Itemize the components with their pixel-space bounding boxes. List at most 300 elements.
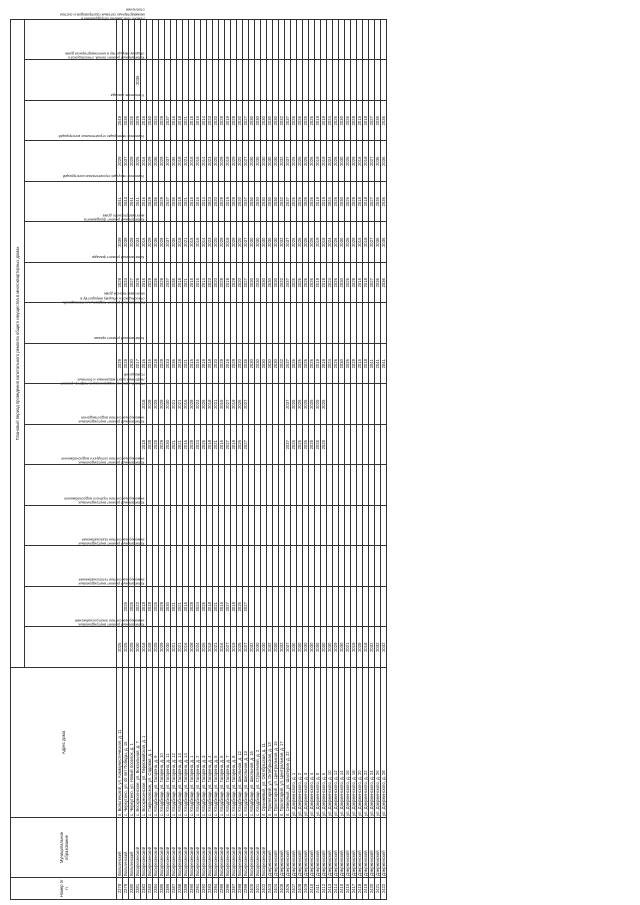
row-year-cell: 2024 [195, 384, 201, 425]
row-year-cell: 2027 [369, 182, 375, 223]
row-number: 2384 [153, 878, 159, 900]
row-year-cell: 2036 [381, 101, 387, 142]
row-year-cell: 2016 [141, 101, 147, 142]
row-year-cell: 2030 [255, 101, 261, 142]
row-year-cell: 2037 [165, 263, 171, 304]
row-year-cell: 2018 [153, 344, 159, 385]
row-year-cell: 2037 [285, 425, 291, 466]
row-year-cell: 2018 [177, 263, 183, 304]
row-year-cell: 2025 [129, 627, 135, 668]
row-year-cell: 2026 [297, 344, 303, 385]
row-year-cell: 2041 [129, 182, 135, 223]
row-address: с. Кладбище, ул. Школьная, д. 13 [243, 668, 249, 818]
row-address: с. Кладбище, ул. Гагарина, д. 13 [177, 668, 183, 818]
row-year-cell: 2043 [123, 182, 129, 223]
row-year-cell: 2015 [189, 101, 195, 142]
table-row [381, 19, 387, 899]
row-number: 2415 [339, 878, 345, 900]
row-year-cell [381, 303, 387, 344]
row-year-cell: 2030 [249, 344, 255, 385]
row-year-cell: 2016 [141, 222, 147, 263]
row-municipality: Дзержинский [363, 818, 369, 878]
row-year-cell: 2026 [309, 101, 315, 142]
row-year-cell: 2030 [297, 627, 303, 668]
row-year-cell: 2029 [351, 222, 357, 263]
row-year-cell: 2025 [291, 425, 297, 466]
row-year-cell: 2020 [213, 222, 219, 263]
row-year-cell: 2030 [339, 263, 345, 304]
row-year-cell: 2025 [123, 587, 129, 628]
row-year-cell: 2026 [345, 141, 351, 182]
row-number: 2391 [195, 878, 201, 900]
row-year-cell: 2030 [261, 182, 267, 223]
row-year-cell: 2026 [291, 141, 297, 182]
row-year-cell: 2025 [153, 425, 159, 466]
row-year-cell: 2026 [303, 222, 309, 263]
row-number: 2388 [177, 878, 183, 900]
row-address: ул. Дзержинского, д. 3 [303, 668, 309, 818]
row-municipality: Дзержинский [327, 818, 333, 878]
row-year-cell: 2016 [195, 263, 201, 304]
row-year-cell: 2026 [291, 344, 297, 385]
row-year-cell: 2029 [147, 182, 153, 223]
row-year-cell: 2016 [195, 101, 201, 142]
row-year-cell: 2018 [141, 587, 147, 628]
row-year-cell: 2027 [243, 141, 249, 182]
row-year-cell: 2036 [171, 182, 177, 223]
row-year-cell: 2021 [183, 141, 189, 182]
row-year-cell: 2029 [159, 182, 165, 223]
row-year-cell: 2026 [333, 263, 339, 304]
row-address: ул. Дзержинского, д. 14 [339, 668, 345, 818]
row-year-cell: 2030 [255, 141, 261, 182]
row-year-cell: 2019 [321, 182, 327, 223]
row-year-cell: 2037 [285, 384, 291, 425]
row-year-cell: 2030 [135, 627, 141, 668]
table-title: Плановый период проведения капитального ремонта общего имущества в многоквартирных домах [11, 19, 25, 667]
col-work-type-label: Капитальный ремонт внутридомовых инженерных систем холодного водоснабжения [61, 456, 145, 465]
row-year-cell: 2025 [321, 425, 327, 466]
row-year-cell: 2016 [183, 627, 189, 668]
row-year-cell: 2021 [171, 627, 177, 668]
row-number: 2406 [285, 878, 291, 900]
row-municipality: Воскресенский [219, 818, 225, 878]
col-work-type-label: Усиление ненесущих строительных конструкций [58, 134, 145, 139]
row-year-cell: 2030 [303, 627, 309, 668]
row-year-cell: 2029 [219, 101, 225, 142]
row-number: 2397 [231, 878, 237, 900]
row-year-cell: 2024 [153, 101, 159, 142]
row-address: с. Черкутино, ул. 40 лет Победы, д. 15 [123, 668, 129, 818]
row-municipality: Дзержинский [351, 818, 357, 878]
row-year-cell: 2021 [177, 384, 183, 425]
row-municipality: Воскресенский [213, 818, 219, 878]
col-work-type-label: Капитальный ремонт печей, относящихся к общему имуществу в многоквартирном доме [65, 51, 145, 60]
row-year-cell: 2030 [273, 101, 279, 142]
row-number: 2393 [207, 878, 213, 900]
row-year-cell: 2030 [129, 344, 135, 385]
col-work-type-label: Капитальный ремонт фундамента многоквартирного дома [84, 213, 145, 222]
row-year-cell: 2028 [189, 627, 195, 668]
row-number: 2378 [117, 878, 123, 900]
row-year-cell: 2035 [123, 101, 129, 142]
row-year-cell: 2036 [375, 263, 381, 304]
row-year-cell: 2023 [207, 101, 213, 142]
row-year-cell: 2030 [321, 627, 327, 668]
row-year-cell: 2020 [237, 263, 243, 304]
row-year-cell: 2037 [285, 344, 291, 385]
row-year-cell: 2021 [213, 425, 219, 466]
row-year-cell: 2030 [165, 384, 171, 425]
row-year-cell: 2030 [147, 101, 153, 142]
row-year-cell: 2037 [285, 101, 291, 142]
row-year-cell: 2029 [351, 182, 357, 223]
row-year-cell: 2020 [213, 141, 219, 182]
row-year-cell: 2027 [369, 141, 375, 182]
row-year-cell: 2030 [339, 222, 345, 263]
row-year-cell: 2026 [237, 425, 243, 466]
row-year-cell: 2032 [267, 627, 273, 668]
row-municipality: Дзержинский [309, 818, 315, 878]
row-number: 2398 [237, 878, 243, 900]
row-year-cell: 2025 [315, 425, 321, 466]
row-year-cell: 2024 [327, 222, 333, 263]
row-year-cell: 2026 [333, 101, 339, 142]
col-work-type-label: Ремонт, замена, модернизация лифтов, ремонт лифтовых шахт, машинных и блочных помещений [60, 372, 145, 386]
row-number: 2385 [159, 878, 165, 900]
row-municipality: Дзержинский [345, 818, 351, 878]
row-year-cell: 2029 [159, 587, 165, 628]
row-year-cell: 2036 [171, 263, 177, 304]
row-year-cell: 2018 [207, 344, 213, 385]
row-year-cell: 2023 [207, 182, 213, 223]
row-year-cell [381, 546, 387, 587]
row-year-cell: 2030 [261, 101, 267, 142]
row-number: 2381 [135, 878, 141, 900]
row-address: ул. Дзержинского, д. 26 [375, 668, 381, 818]
row-year-cell: 2025 [153, 384, 159, 425]
row-year-cell: 2018 [207, 384, 213, 425]
row-year-cell: 2032 [249, 627, 255, 668]
row-year-cell: 2026 [297, 182, 303, 223]
row-year-cell: 2015 [357, 344, 363, 385]
row-year-cell: 2019 [351, 627, 357, 668]
row-year-cell: 2028 [189, 587, 195, 628]
row-number: 2412 [321, 878, 327, 900]
row-year-cell: 2018 [141, 425, 147, 466]
row-municipality: Воскресенский [165, 818, 171, 878]
row-year-cell: 2030 [273, 141, 279, 182]
row-year-cell: 2022 [135, 587, 141, 628]
row-year-cell: 2029 [351, 263, 357, 304]
row-year-cell: 2030 [165, 425, 171, 466]
row-municipality: Воскресенский [141, 818, 147, 878]
row-year-cell: 2028 [147, 425, 153, 466]
row-year-cell: 2019 [231, 627, 237, 668]
row-municipality: Воскресенский [147, 818, 153, 878]
row-year-cell: 2036 [381, 141, 387, 182]
row-year-cell: 2029 [351, 344, 357, 385]
row-year-cell: 2029 [159, 222, 165, 263]
row-year-cell: 2016 [141, 263, 147, 304]
row-municipality: Дзержинский [339, 818, 345, 878]
row-year-cell: 2029 [351, 141, 357, 182]
row-year-cell: 2025 [315, 384, 321, 425]
row-year-cell: 2028 [189, 425, 195, 466]
row-address: ул. Дзержинского, д. 18 [351, 668, 357, 818]
row-year-cell: 2021 [345, 627, 351, 668]
row-year-cell: 2016 [195, 222, 201, 263]
row-year-cell: 2032 [369, 627, 375, 668]
row-year-cell: 2025 [153, 627, 159, 668]
row-year-cell: 2026 [345, 222, 351, 263]
row-year-cell: 2019 [225, 222, 231, 263]
row-year-cell: 2029 [219, 182, 225, 223]
row-year-cell: 2024 [327, 263, 333, 304]
row-year-cell: 2026 [345, 182, 351, 223]
row-year-cell: 2036 [381, 182, 387, 223]
row-year-cell: 2029 [159, 263, 165, 304]
row-year-cell: 2036 [375, 141, 381, 182]
row-year-cell: 2026 [237, 627, 243, 668]
row-year-cell: 2026 [309, 344, 315, 385]
row-year-cell: 2026 [303, 101, 309, 142]
row-year-cell: 2036 [375, 182, 381, 223]
row-year-cell: 2032 [279, 182, 285, 223]
row-year-cell: 2025 [129, 101, 135, 142]
row-number: 2421 [375, 878, 381, 900]
row-year-cell: 2025 [129, 587, 135, 628]
row-year-cell: 2017 [135, 344, 141, 385]
row-year-cell: 2029 [231, 101, 237, 142]
row-year-cell: 2029 [123, 344, 129, 385]
row-year-cell: 2018 [177, 101, 183, 142]
row-year-cell: 2016 [195, 141, 201, 182]
row-address: п. Оранжевый, ул. Октябрьская, д. 11 [261, 668, 267, 818]
row-year-cell: 2026 [291, 182, 297, 223]
row-year-cell: 2032 [279, 263, 285, 304]
row-year-cell: 2019 [315, 101, 321, 142]
row-number: 2417 [351, 878, 357, 900]
row-year-cell: 2021 [171, 587, 177, 628]
row-year-cell: 2026 [297, 384, 303, 425]
row-year-cell [381, 19, 387, 60]
row-year-cell: 2029 [117, 141, 123, 182]
row-year-cell: 2020 [213, 344, 219, 385]
row-number: 2399 [243, 878, 249, 900]
row-year-cell: 2029 [147, 263, 153, 304]
row-year-cell: 2019 [225, 101, 231, 142]
row-address: с. Кладбище, ул. Гагарина, д. 7 [225, 668, 231, 818]
row-year-cell: 2025 [117, 627, 123, 668]
row-year-cell: 2019 [231, 425, 237, 466]
row-year-cell: 2015 [357, 101, 363, 142]
row-municipality: Дзержинский [369, 818, 375, 878]
row-number: 2380 [129, 878, 135, 900]
row-year-cell: 2030 [249, 263, 255, 304]
row-year-cell: 2019 [321, 101, 327, 142]
row-year-cell: 2020 [237, 222, 243, 263]
row-year-cell: 2018 [177, 344, 183, 385]
row-municipality: Дзержинский [273, 818, 279, 878]
row-address: ул. Дзержинского, д. 12 [333, 668, 339, 818]
row-year-cell: 2032 [279, 344, 285, 385]
row-municipality: Воскресенский [237, 818, 243, 878]
row-number: 2413 [327, 878, 333, 900]
row-address: п. Северный, ул. Шахтеров, д. 22 [285, 668, 291, 818]
row-address: ул. Дзержинского, д. 2 [297, 668, 303, 818]
row-year-cell: 2019 [225, 182, 231, 223]
row-year-cell: 2030 [267, 141, 273, 182]
row-year-cell: 2016 [141, 141, 147, 182]
row-municipality: Воскресенский [153, 818, 159, 878]
row-year-cell: 2036 [171, 222, 177, 263]
row-year-cell: 2030 [261, 222, 267, 263]
row-year-cell: 2033 [165, 344, 171, 385]
row-number: 2403 [267, 878, 273, 900]
row-year-cell: 2026 [201, 425, 207, 466]
row-year-cell: 2029 [147, 222, 153, 263]
row-year-cell: 2037 [165, 222, 171, 263]
row-municipality: Дзержинский [321, 818, 327, 878]
row-year-cell: 2026 [201, 587, 207, 628]
col-work-type-label: Усиление несущих строительных конструкций [63, 174, 145, 179]
row-year-cell: 2030 [261, 263, 267, 304]
row-year-cell: 2027 [369, 263, 375, 304]
row-municipality: Дзержинский [303, 818, 309, 878]
row-year-cell: 2030 [273, 182, 279, 223]
row-year-cell: 2025 [135, 141, 141, 182]
row-year-cell: 2019 [231, 384, 237, 425]
row-year-cell: 2029 [117, 263, 123, 304]
row-address: с. Кладбище, ул. Школьная, д. 12 [237, 668, 243, 818]
row-municipality: Дзержинский [333, 818, 339, 878]
row-number: 2420 [369, 878, 375, 900]
col-work-type-label: Капитальный ремонт внутридомовых инженерных систем газоснабжения [78, 537, 145, 546]
row-year-cell: 2025 [309, 425, 315, 466]
row-year-cell: 2039 [117, 222, 123, 263]
row-number: 2404 [273, 878, 279, 900]
row-year-cell: 2026 [309, 222, 315, 263]
row-number: 2389 [183, 878, 189, 900]
row-address: с. Воскресенское, ул. Первомайская, д. 1 [141, 668, 147, 818]
row-year-cell: 2032 [279, 101, 285, 142]
row-year-cell: 2029 [231, 263, 237, 304]
row-year-cell: 2030 [273, 344, 279, 385]
row-year-cell: 2026 [303, 182, 309, 223]
row-municipality: Воскресенский [159, 818, 165, 878]
col-work-type-label: Ремонт или замена оборудования и межквартирных сетевых газопроводов и систем отопления [59, 8, 145, 22]
row-year-cell: 2027 [243, 101, 249, 142]
row-address: с. Кладбище, ул. Школьная, д. 16 [249, 668, 255, 818]
row-number: 2411 [315, 878, 321, 900]
row-year-cell: 2023 [207, 141, 213, 182]
row-year-cell: 2036 [153, 182, 159, 223]
row-year-cell: 2014 [201, 182, 207, 223]
row-year-cell: 2026 [291, 222, 297, 263]
row-number: 2400 [249, 878, 255, 900]
row-year-cell: 2036 [375, 222, 381, 263]
row-year-cell: 2020 [237, 344, 243, 385]
row-year-cell: 2027 [243, 627, 249, 668]
row-year-cell: 2021 [213, 627, 219, 668]
row-year-cell: 2029 [219, 222, 225, 263]
row-year-cell: 2030 [255, 182, 261, 223]
row-year-cell: 2029 [159, 101, 165, 142]
row-year-cell: 2016 [171, 101, 177, 142]
row-year-cell: 2027 [243, 587, 249, 628]
row-year-cell: 2030 [249, 141, 255, 182]
row-year-cell: 2021 [183, 222, 189, 263]
row-year-cell: 2030 [255, 627, 261, 668]
row-year-cell: 2036 [381, 263, 387, 304]
row-year-cell: 2015 [357, 141, 363, 182]
row-address: с. Кладбище, ул. Гагарина, д. 2 [195, 668, 201, 818]
row-year-cell: 2020 [213, 101, 219, 142]
row-year-cell: 2041 [369, 344, 375, 385]
row-year-cell: 2030 [261, 141, 267, 182]
row-year-cell: 2037 [165, 101, 171, 142]
row-year-cell: 2030 [249, 101, 255, 142]
row-year-cell: 2036 [153, 222, 159, 263]
row-year-cell: 2036 [153, 263, 159, 304]
row-year-cell: 2024 [327, 182, 333, 223]
row-year-cell: 2016 [183, 587, 189, 628]
row-year-cell: 2018 [363, 222, 369, 263]
row-year-cell: 2030 [249, 182, 255, 223]
row-address: ул. Дзержинского, д. 24 [369, 668, 375, 818]
row-year-cell: 2037 [285, 627, 291, 668]
row-address: п. Пролетарий, ул. Октябрьская, д. 13 [267, 668, 273, 818]
row-address: с. Кладбище, ул. Гагарина, д. 1 [189, 668, 195, 818]
row-address: с. Кладбище, ул. Гагарина, д. 14 [183, 668, 189, 818]
row-address: с. Кладбище, ул. Гагарина, д. 5 [213, 668, 219, 818]
row-year-cell: 2027 [225, 384, 231, 425]
row-municipality: Воскресенский [201, 818, 207, 878]
col-number: Номер п/п [11, 878, 117, 900]
row-year-cell: 2033 [135, 222, 141, 263]
row-number: 2414 [333, 878, 339, 900]
row-year-cell: 2030 [255, 222, 261, 263]
row-year-cell: 2030 [339, 344, 345, 385]
row-year-cell: 2020 [237, 101, 243, 142]
row-year-cell: 2033 [123, 263, 129, 304]
row-year-cell: 2021 [213, 587, 219, 628]
row-address: ул. Дзержинского, д. 16 [345, 668, 351, 818]
row-year-cell: 2032 [375, 627, 381, 668]
row-year-cell: 2026 [333, 222, 339, 263]
col-work-type-label: Капитальный ремонт внутридомовых инженерных систем водоотведения [78, 415, 145, 424]
row-year-cell: 2029 [129, 222, 135, 263]
row-year-cell: 2027 [225, 587, 231, 628]
row-year-cell: 2030 [165, 627, 171, 668]
row-year-cell: 2021 [183, 263, 189, 304]
row-year-cell: 2026 [291, 263, 297, 304]
row-address: с. Черкутино, ул. Новый поселок, д. 1 [129, 668, 135, 818]
row-year-cell [381, 506, 387, 547]
row-year-cell: 2029 [219, 263, 225, 304]
row-municipality: Дзержинский [357, 818, 363, 878]
col-work-type-label: Капитальный ремонт подвальных помещений, относящихся к общему имуществу в многоквартирном доме [62, 291, 145, 305]
row-address: с. Кладбище, ул. Строителей, д. 2 [255, 668, 261, 818]
row-year-cell: 2027 [369, 222, 375, 263]
row-year-cell: 2019 [225, 344, 231, 385]
row-address: ул. Дзержинского, д. 1 [291, 668, 297, 818]
row-municipality: Дзержинский [315, 818, 321, 878]
row-year-cell: 2027 [129, 263, 135, 304]
row-year-cell: 2019 [315, 222, 321, 263]
row-year-cell: 2030 [267, 182, 273, 223]
